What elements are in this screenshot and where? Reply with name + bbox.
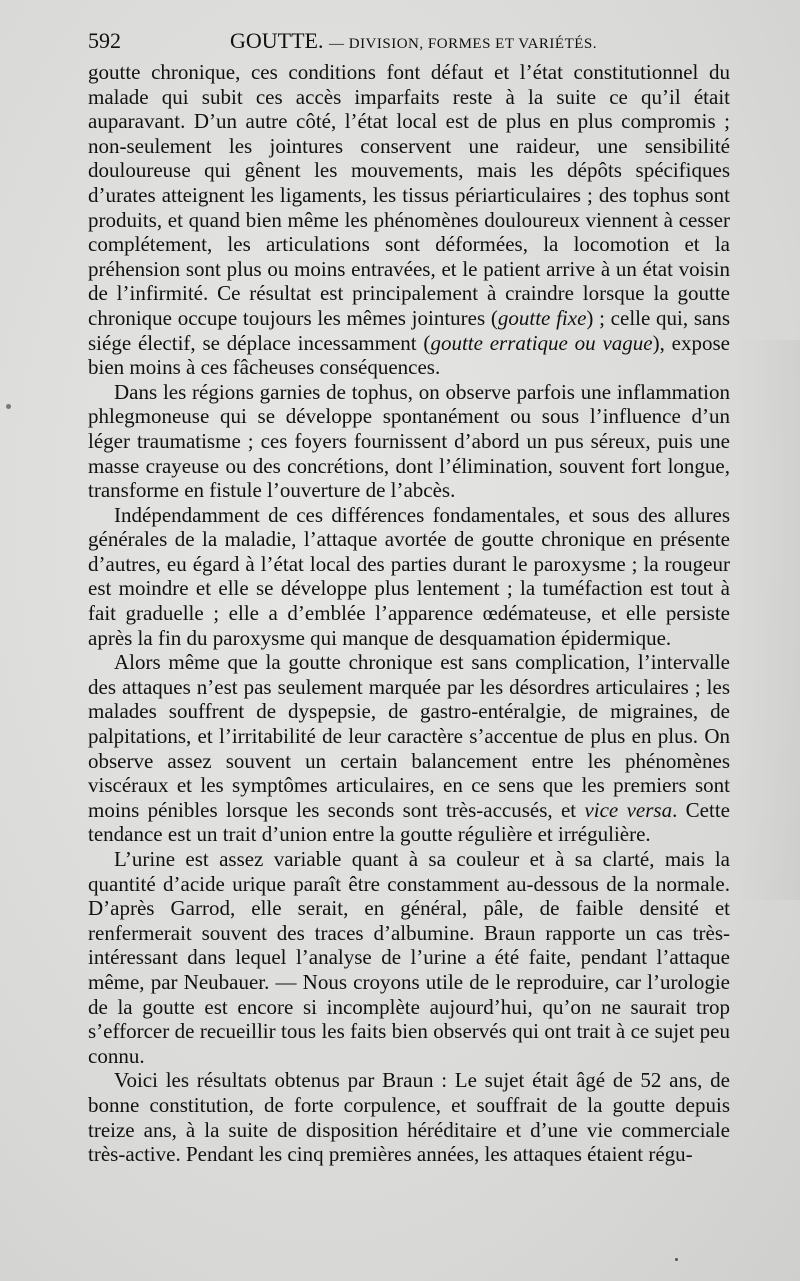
paragraph — [88, 650, 730, 847]
text-run: goutte chronique, ces conditions font défaut et l’état constitutionnel du malade qui subit ces accès imparfaits reste à la suite ce qu’il était auparavant. D’un autre côté, l’état local est de plus en plus compromis ; non-seulement les jointures conservent une raideur, une sensibilité douloureuse qui gênent les mouvements, mais les dépôts spécifiques d’urates atteignent les ligaments, les tissus périarticulaires ; des tophus sont produits, et quand bien même les phénomènes douloureux viennent à cesser complétement, les articulations sont déformées, la locomotion et la préhension sont plus ou moins entravées, et le patient arrive à un état voisin de l’infirmité. Ce résultat est principalement à craindre lorsque la goutte chronique occupe toujours les mêmes jointures ( — [88, 60, 730, 330]
text-run: Alors même que la goutte chronique est sans complication, l’intervalle des attaques n’est pas seulement marquée par les désordres articulaires ; les malades souffrent de dyspepsie, de gastro-entéralgie, de migraines, de palpitations, et l’irritabilité de leur caractère s’accentue de plus en plus. On observe assez souvent un certain balancement entre les phénomènes viscéraux et les symptômes articulaires, en ce sens que les premiers sont moins pénibles lorsque les seconds sont très-accusés, et — [88, 650, 730, 822]
paragraph — [88, 1068, 730, 1166]
running-title — [230, 28, 597, 54]
page-number: 592 — [88, 28, 121, 53]
paragraph — [88, 503, 730, 651]
ink-smudge — [6, 404, 11, 409]
body-text — [88, 60, 730, 1167]
italic-text: goutte erratique ou vague — [430, 330, 653, 355]
text-run: Voici les résultats obtenus par Braun : Le sujet était âgé de 52 ans, de bonne constitution, de forte corpulence, et souffrait de la goutte depuis treize ans, à la suite de disposition héréditaire et d’une vie commerciale très-active. Pendant les cinq premières années, les attaques étaient régu- — [88, 1068, 730, 1167]
text-run: . Cette tendance est un trait d’union entre la goutte régulière et irrégulière. — [88, 797, 730, 847]
italic-text: goutte fixe — [497, 305, 587, 330]
text-run: ) ; celle qui, sans siége électif, se déplace incessamment ( — [88, 305, 730, 355]
paragraph — [88, 847, 730, 1068]
text-run: Indépendamment de ces différences fondamentales, et sous des allures générales de la maladie, l’attaque avortée de goutte chronique en présente d’autres, eu égard à l’état local des parties durant le paroxysme ; la rougeur est moindre et elle se développe plus lentement ; la tuméfaction est tout à fait graduelle ; elle a d’emblée l’apparence œdémateuse, et elle persiste après la fin du paroxysme qui manque de desquamation épidermique. — [88, 502, 730, 650]
running-title-main: GOUTTE. — [230, 28, 324, 53]
text-run: ), expose bien moins à ces fâcheuses conséquences. — [88, 330, 730, 380]
text-run: L’urine est assez variable quant à sa couleur et à sa clarté, mais la quantité d’acide urique paraît être constamment au-dessous de la normale. D’après Garrod, elle serait, en général, pâle, de faible densité et renfermerait souvent des traces d’albumine. Braun rapporte un cas très-intéressant dans lequel l’analyse de l’urine a été faite, pendant l’attaque même, par Neubauer. — Nous croyons utile de le reproduire, car l’urologie de la goutte est encore si incomplète aujourd’hui, qu’on ne saurait trop s’efforcer de recueillir tous les faits bien observés qui ont trait à ce sujet peu connu. — [88, 847, 730, 1068]
ink-dot — [675, 1258, 678, 1261]
paragraph — [88, 380, 730, 503]
running-header — [88, 28, 733, 58]
paragraph — [88, 60, 730, 380]
text-run: Dans les régions garnies de tophus, on observe parfois une inflammation phlegmoneuse qui se développe spontanément ou sous l’influence d’un léger traumatisme ; ces foyers fournissent d’abord un pus séreux, puis une masse crayeuse ou des concrétions, dont l’élimination, souvent fort longue, transforme en fistule l’ouverture de l’abcès. — [88, 379, 730, 503]
italic-text: vice versa — [584, 797, 673, 822]
show-through-shading — [738, 340, 800, 900]
running-title-sub: — DIVISION, FORMES ET VARIÉTÉS. — [328, 36, 598, 52]
